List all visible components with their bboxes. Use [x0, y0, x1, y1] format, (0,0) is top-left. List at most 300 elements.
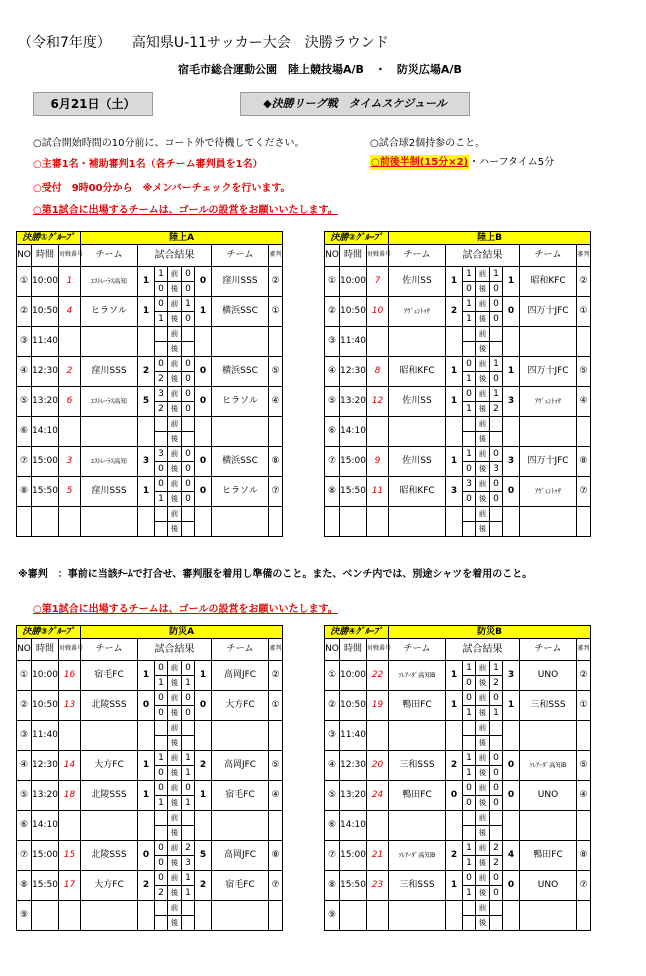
schedule-table — [16, 231, 283, 537]
header-team: チーム — [81, 639, 138, 661]
first-half-label: 前 — [476, 751, 490, 766]
header-no: NO — [325, 639, 340, 661]
second-half-label: 後 — [476, 522, 490, 537]
match-id: 1 — [59, 267, 81, 297]
first-half-label: 前 — [168, 661, 182, 676]
away-score: 0 — [503, 751, 520, 781]
home-second-half — [463, 736, 476, 751]
first-half-label: 前 — [476, 447, 490, 462]
away-second-half: 0 — [490, 766, 503, 781]
home-first-half: 0 — [463, 387, 476, 402]
first-half-label: 前 — [168, 417, 182, 432]
away-score — [503, 721, 520, 751]
away-second-half: 0 — [182, 462, 195, 477]
match-number: ③ — [325, 327, 340, 357]
away-team — [212, 417, 269, 447]
match-id: 13 — [59, 691, 81, 721]
match-number: ⑥ — [325, 811, 340, 841]
away-team: ｱｳﾞｪﾝﾄｩｻ — [520, 477, 577, 507]
match-number: ③ — [325, 721, 340, 751]
match-number: ⑤ — [17, 781, 32, 811]
match-id: 17 — [59, 871, 81, 901]
match-id: 4 — [59, 297, 81, 327]
referee-assignment — [577, 811, 591, 841]
match-number: ② — [325, 297, 340, 327]
second-half-label: 後 — [476, 916, 490, 931]
match-number: ⑧ — [325, 477, 340, 507]
home-second-half: 1 — [463, 856, 476, 871]
match-id — [59, 721, 81, 751]
first-half-label: 前 — [476, 661, 490, 676]
home-score: 3 — [138, 447, 155, 477]
home-first-half — [463, 901, 476, 916]
away-first-half: 0 — [182, 477, 195, 492]
match-id: 19 — [367, 691, 389, 721]
away-first-half — [490, 417, 503, 432]
header-match-no: 対戦番号 — [59, 639, 81, 661]
match-time: 15:00 — [32, 841, 59, 871]
table-row — [325, 721, 591, 736]
away-score: 0 — [503, 871, 520, 901]
match-id: 2 — [59, 357, 81, 387]
away-second-half: 0 — [490, 492, 503, 507]
first-half-label: 前 — [476, 297, 490, 312]
referee-assignment — [577, 901, 591, 931]
home-team: 佐川SS — [389, 447, 446, 477]
table-row — [17, 781, 283, 796]
match-id — [367, 721, 389, 751]
home-team — [389, 901, 446, 931]
home-first-half — [463, 721, 476, 736]
home-first-half — [155, 327, 168, 342]
match-time: 10:50 — [340, 297, 367, 327]
away-second-half — [490, 522, 503, 537]
away-second-half — [182, 826, 195, 841]
first-half-label: 前 — [168, 297, 182, 312]
second-half-label: 後 — [168, 886, 182, 901]
away-second-half: 2 — [490, 402, 503, 417]
home-first-half: 1 — [463, 267, 476, 282]
away-team — [520, 327, 577, 357]
away-first-half: 1 — [182, 871, 195, 886]
second-half-label: 後 — [168, 342, 182, 357]
referee-assignment: ② — [577, 267, 591, 297]
home-score — [138, 327, 155, 357]
away-score: 0 — [195, 267, 212, 297]
home-score — [138, 417, 155, 447]
second-half-label: 後 — [476, 462, 490, 477]
home-first-half: 0 — [155, 691, 168, 706]
away-score — [195, 327, 212, 357]
away-second-half: 0 — [182, 312, 195, 327]
match-id — [59, 327, 81, 357]
home-score: 3 — [446, 477, 463, 507]
referee-assignment: ② — [577, 661, 591, 691]
match-id: 9 — [367, 447, 389, 477]
match-time: 10:00 — [32, 267, 59, 297]
away-second-half: 0 — [490, 282, 503, 297]
home-team: 鴨田FC — [389, 691, 446, 721]
referee-assignment: ④ — [577, 387, 591, 417]
away-first-half: 0 — [182, 387, 195, 402]
home-team: 北陵SSS — [81, 781, 138, 811]
away-first-half — [490, 901, 503, 916]
away-score — [503, 901, 520, 931]
match-time: 11:40 — [32, 721, 59, 751]
match-id — [59, 507, 81, 537]
home-team: 鴨田FC — [389, 781, 446, 811]
first-half-label: 前 — [168, 387, 182, 402]
away-team — [212, 327, 269, 357]
home-first-half — [463, 507, 476, 522]
match-number: ⑧ — [325, 871, 340, 901]
match-number: ⑧ — [17, 477, 32, 507]
schedule-table — [324, 231, 591, 537]
away-team: 三和SSS — [520, 691, 577, 721]
home-score: 1 — [138, 297, 155, 327]
header-result: 試合結果 — [138, 245, 212, 267]
away-first-half — [490, 327, 503, 342]
referee-assignment: ① — [269, 691, 283, 721]
home-team: 窪川SSS — [81, 477, 138, 507]
away-score — [195, 901, 212, 931]
home-team: 佐川SS — [389, 387, 446, 417]
table-row — [17, 297, 283, 312]
away-score: 2 — [195, 751, 212, 781]
away-team: ｱｳﾞｪﾝﾄｩｻ — [520, 387, 577, 417]
away-team: UNO — [520, 871, 577, 901]
referee-assignment: ⑦ — [577, 477, 591, 507]
second-half-label: 後 — [168, 826, 182, 841]
second-half-label: 後 — [476, 886, 490, 901]
away-team: 窪川SSS — [212, 267, 269, 297]
match-number: ② — [17, 691, 32, 721]
match-number: ④ — [17, 751, 32, 781]
home-second-half: 1 — [463, 312, 476, 327]
away-first-half: 0 — [182, 691, 195, 706]
table-row — [325, 691, 591, 706]
home-team: 佐川SS — [389, 267, 446, 297]
away-score: 1 — [503, 357, 520, 387]
home-second-half: 0 — [155, 856, 168, 871]
referee-assignment: ⑧ — [269, 447, 283, 477]
home-score: 2 — [138, 357, 155, 387]
first-half-label: 前 — [168, 841, 182, 856]
home-score: 1 — [446, 661, 463, 691]
home-first-half: 0 — [155, 477, 168, 492]
away-second-half: 0 — [182, 282, 195, 297]
first-half-label: 前 — [476, 871, 490, 886]
match-time: 13:20 — [32, 781, 59, 811]
away-team: 四万十JFC — [520, 447, 577, 477]
home-team — [81, 721, 138, 751]
referee-assignment: ④ — [269, 387, 283, 417]
table-row — [325, 871, 591, 886]
away-second-half: 1 — [182, 676, 195, 691]
away-first-half: 0 — [490, 477, 503, 492]
header-no: NO — [17, 245, 32, 267]
home-team: ｴｽﾄﾚｰﾗｽ高知 — [81, 267, 138, 297]
home-score — [446, 507, 463, 537]
match-time: 14:10 — [340, 417, 367, 447]
home-score — [138, 507, 155, 537]
away-first-half: 0 — [182, 781, 195, 796]
away-first-half — [490, 507, 503, 522]
first-half-label: 前 — [476, 721, 490, 736]
home-second-half: 2 — [155, 372, 168, 387]
home-second-half — [463, 342, 476, 357]
home-team: 大方FC — [81, 871, 138, 901]
home-second-half — [463, 522, 476, 537]
away-score: 5 — [195, 841, 212, 871]
referee-assignment: ⑦ — [269, 477, 283, 507]
match-number: ① — [325, 267, 340, 297]
second-half-label: 後 — [476, 492, 490, 507]
note-reception: ○受付 9時00分から ※メンバーチェックを行います。 — [33, 183, 291, 194]
away-score: 0 — [195, 357, 212, 387]
referee-assignment: ② — [269, 661, 283, 691]
venue-name: 陸上B — [389, 232, 591, 245]
table-row — [17, 841, 283, 856]
first-half-label: 前 — [476, 781, 490, 796]
home-team: 窪川SSS — [81, 357, 138, 387]
away-score: 0 — [195, 691, 212, 721]
away-score: 1 — [195, 297, 212, 327]
match-number: ① — [17, 661, 32, 691]
home-second-half — [155, 826, 168, 841]
home-second-half: 1 — [463, 766, 476, 781]
match-id — [367, 327, 389, 357]
home-second-half: 1 — [155, 312, 168, 327]
venue-line: 宿毛市総合運動公園 陸上競技場A/B ・ 防災広場A/B — [178, 63, 462, 76]
home-second-half: 1 — [155, 492, 168, 507]
group-label: 決勝①ｸﾞﾙｰﾌﾟ — [17, 232, 81, 245]
match-time: 12:30 — [340, 357, 367, 387]
match-time: 11:40 — [32, 327, 59, 357]
home-first-half: 0 — [155, 357, 168, 372]
match-number: ⑨ — [325, 901, 340, 931]
home-first-half: 0 — [155, 841, 168, 856]
group-label: 決勝④ｸﾞﾙｰﾌﾟ — [325, 626, 389, 639]
table-row — [325, 267, 591, 282]
match-number: ⑥ — [325, 417, 340, 447]
away-first-half — [182, 507, 195, 522]
match-number: ⑦ — [17, 841, 32, 871]
away-score — [503, 811, 520, 841]
match-time: 12:30 — [32, 751, 59, 781]
second-half-label: 後 — [476, 796, 490, 811]
match-time: 15:50 — [340, 477, 367, 507]
away-score — [195, 811, 212, 841]
match-id: 22 — [367, 661, 389, 691]
away-team: 高岡JFC — [212, 661, 269, 691]
home-first-half: 1 — [463, 661, 476, 676]
home-score: 0 — [138, 841, 155, 871]
venue-name: 防災B — [389, 626, 591, 639]
home-second-half: 0 — [463, 796, 476, 811]
away-first-half: 2 — [182, 841, 195, 856]
header-match-no: 対戦番号 — [367, 639, 389, 661]
away-team: 横浜SSC — [212, 447, 269, 477]
table-row — [17, 721, 283, 736]
match-time: 15:50 — [32, 477, 59, 507]
home-team: 昭和KFC — [389, 357, 446, 387]
home-team — [389, 811, 446, 841]
home-first-half: 0 — [463, 357, 476, 372]
second-half-label: 後 — [476, 706, 490, 721]
second-half-label: 後 — [168, 796, 182, 811]
referee-footnote: ※審判 ：事前に当該ﾁｰﾑで打合せ、審判服を着用し準備のこと。また、ベンチ内では、別途シャツを着用のこと。 — [18, 569, 533, 580]
home-team: 昭和KFC — [389, 477, 446, 507]
referee-assignment — [577, 507, 591, 537]
match-id: 15 — [59, 841, 81, 871]
match-id — [59, 417, 81, 447]
home-score: 1 — [446, 447, 463, 477]
match-time: 13:20 — [340, 387, 367, 417]
table-row — [325, 661, 591, 676]
home-team — [389, 507, 446, 537]
away-team: UNO — [520, 781, 577, 811]
first-half-label: 前 — [168, 751, 182, 766]
referee-assignment — [269, 417, 283, 447]
home-score: 0 — [446, 781, 463, 811]
referee-assignment: ⑧ — [269, 841, 283, 871]
home-second-half: 2 — [155, 886, 168, 901]
second-half-label: 後 — [168, 402, 182, 417]
home-second-half — [463, 916, 476, 931]
referee-assignment: ⑤ — [269, 751, 283, 781]
match-number: ⑦ — [17, 447, 32, 477]
date-box: 6月21日（土） — [33, 92, 153, 116]
away-score: 0 — [195, 387, 212, 417]
match-time — [340, 901, 367, 931]
first-half-label: 前 — [476, 477, 490, 492]
first-half-label: 前 — [476, 387, 490, 402]
away-first-half — [490, 811, 503, 826]
header-no: NO — [325, 245, 340, 267]
match-number: ① — [17, 267, 32, 297]
away-score — [503, 327, 520, 357]
home-second-half: 1 — [463, 402, 476, 417]
away-score: 1 — [195, 661, 212, 691]
away-second-half: 0 — [490, 886, 503, 901]
home-score: 1 — [138, 477, 155, 507]
match-id: 7 — [367, 267, 389, 297]
table-row — [17, 417, 283, 432]
away-second-half — [182, 736, 195, 751]
match-number — [17, 507, 32, 537]
match-id: 24 — [367, 781, 389, 811]
home-score: 2 — [446, 297, 463, 327]
away-score: 0 — [195, 447, 212, 477]
home-first-half — [155, 417, 168, 432]
match-number: ⑦ — [325, 841, 340, 871]
away-second-half: 0 — [490, 372, 503, 387]
note-halves-highlight: ○前後半制(15分×2) — [371, 157, 469, 168]
header-referee: 審判 — [577, 639, 591, 661]
match-id — [59, 901, 81, 931]
home-first-half: 0 — [155, 297, 168, 312]
home-second-half: 1 — [155, 676, 168, 691]
header-referee: 審判 — [269, 245, 283, 267]
first-half-label: 前 — [168, 811, 182, 826]
table-row — [17, 477, 283, 492]
match-time: 11:40 — [340, 721, 367, 751]
home-score — [446, 721, 463, 751]
away-score: 3 — [503, 661, 520, 691]
table-row — [17, 357, 283, 372]
note-halves — [370, 153, 554, 168]
home-second-half — [155, 736, 168, 751]
away-team — [520, 417, 577, 447]
home-second-half — [155, 342, 168, 357]
home-first-half: 1 — [463, 447, 476, 462]
header-team: チーム — [212, 639, 269, 661]
away-second-half — [490, 342, 503, 357]
home-second-half: 0 — [155, 462, 168, 477]
home-first-half: 0 — [155, 781, 168, 796]
header-time: 時間 — [32, 245, 59, 267]
away-score — [195, 417, 212, 447]
second-half-label: 後 — [476, 676, 490, 691]
away-team: 横浜SSC — [212, 297, 269, 327]
match-number: ④ — [17, 357, 32, 387]
match-number: ⑤ — [17, 387, 32, 417]
away-score: 0 — [503, 477, 520, 507]
note-wait: ○試合開始時間の10分前に、コート外で待機してください。 — [33, 138, 305, 149]
away-first-half: 0 — [182, 447, 195, 462]
home-first-half: 1 — [463, 297, 476, 312]
referee-assignment: ④ — [577, 781, 591, 811]
home-score: 0 — [138, 691, 155, 721]
away-first-half — [182, 721, 195, 736]
referee-assignment: ⑤ — [577, 751, 591, 781]
match-id: 3 — [59, 447, 81, 477]
header-time: 時間 — [340, 245, 367, 267]
home-team — [389, 327, 446, 357]
second-half-label: 後 — [168, 492, 182, 507]
away-first-half — [182, 327, 195, 342]
match-id — [367, 811, 389, 841]
home-score — [446, 327, 463, 357]
home-second-half: 0 — [463, 282, 476, 297]
first-half-label: 前 — [168, 871, 182, 886]
second-half-label: 後 — [476, 826, 490, 841]
header-no: NO — [17, 639, 32, 661]
home-team — [81, 901, 138, 931]
away-score: 1 — [195, 781, 212, 811]
header-result: 試合結果 — [446, 639, 520, 661]
second-half-label: 後 — [476, 342, 490, 357]
away-first-half: 2 — [490, 841, 503, 856]
match-time: 12:30 — [340, 751, 367, 781]
header-result: 試合結果 — [446, 245, 520, 267]
page-title: （令和7年度） 高知県U-11サッカー大会 決勝ラウンド — [18, 35, 389, 51]
away-second-half: 1 — [490, 706, 503, 721]
match-id: 11 — [367, 477, 389, 507]
away-score — [195, 507, 212, 537]
away-first-half: 0 — [490, 751, 503, 766]
home-second-half — [463, 432, 476, 447]
referee-assignment: ② — [269, 267, 283, 297]
away-team: UNO — [520, 661, 577, 691]
match-number: ② — [325, 691, 340, 721]
header-referee: 審判 — [269, 639, 283, 661]
second-half-label: 後 — [168, 736, 182, 751]
home-team — [389, 721, 446, 751]
away-second-half — [182, 916, 195, 931]
table-row — [17, 387, 283, 402]
